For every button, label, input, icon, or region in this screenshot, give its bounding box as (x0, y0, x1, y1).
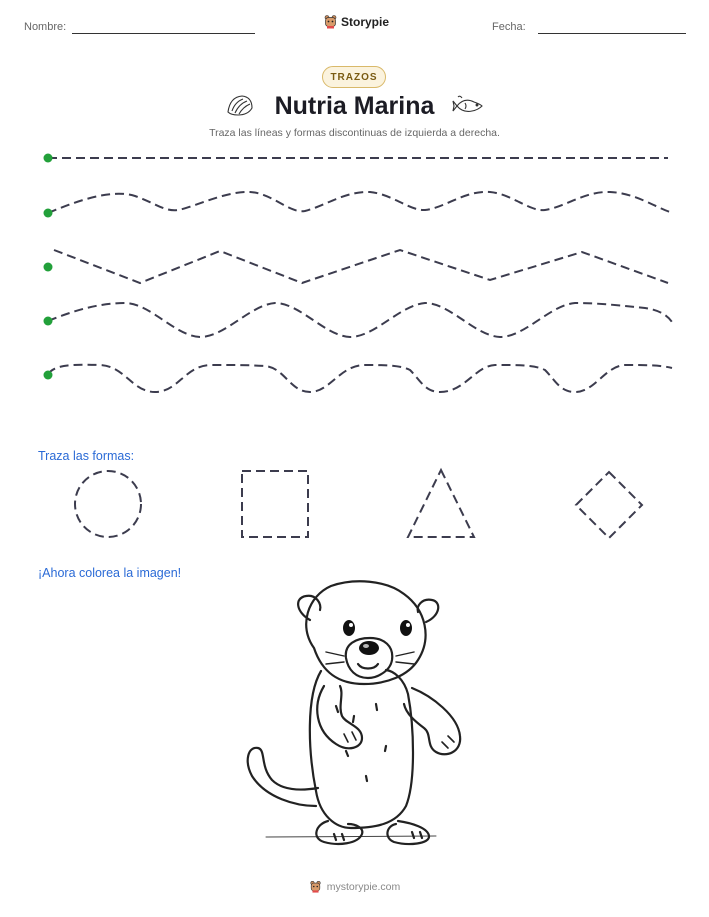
start-dot-4 (44, 317, 53, 326)
start-dot-2 (44, 209, 53, 218)
trace-circle-shape[interactable] (75, 471, 141, 537)
trace-triangle-shape[interactable] (408, 470, 474, 537)
coloring-heading: ¡Ahora colorea la imagen! (38, 566, 182, 580)
category-badge: TRAZOS (322, 66, 386, 88)
start-dot-1 (44, 154, 53, 163)
instructions-text: Traza las líneas y formas discontinuas de izquierda a derecha. (209, 127, 500, 139)
start-dot-3 (44, 263, 53, 272)
sea-otter-coloring-illustration[interactable] (236, 576, 466, 866)
storypie-logo-icon (309, 880, 322, 893)
tracing-line-wave[interactable] (48, 192, 670, 213)
tracing-line-wave-2[interactable] (48, 303, 672, 337)
start-dot-5 (44, 371, 53, 380)
tracing-line-bumpy-wave[interactable] (48, 365, 672, 392)
page-title: Nutria Marina (274, 92, 435, 120)
trace-diamond-shape[interactable] (576, 472, 642, 538)
footer-url[interactable]: mystorypie.com (326, 880, 401, 893)
brand-name: Storypie (341, 14, 390, 29)
name-label: Nombre: (24, 21, 67, 33)
date-label: Fecha: (492, 21, 526, 33)
footer (0, 880, 709, 893)
tracing-lines-area (0, 0, 709, 420)
trace-square-shape[interactable] (242, 471, 308, 537)
shapes-heading: Traza las formas: (38, 449, 135, 463)
tracing-shapes-area (0, 460, 709, 550)
tracing-line-zigzag[interactable] (54, 250, 668, 283)
